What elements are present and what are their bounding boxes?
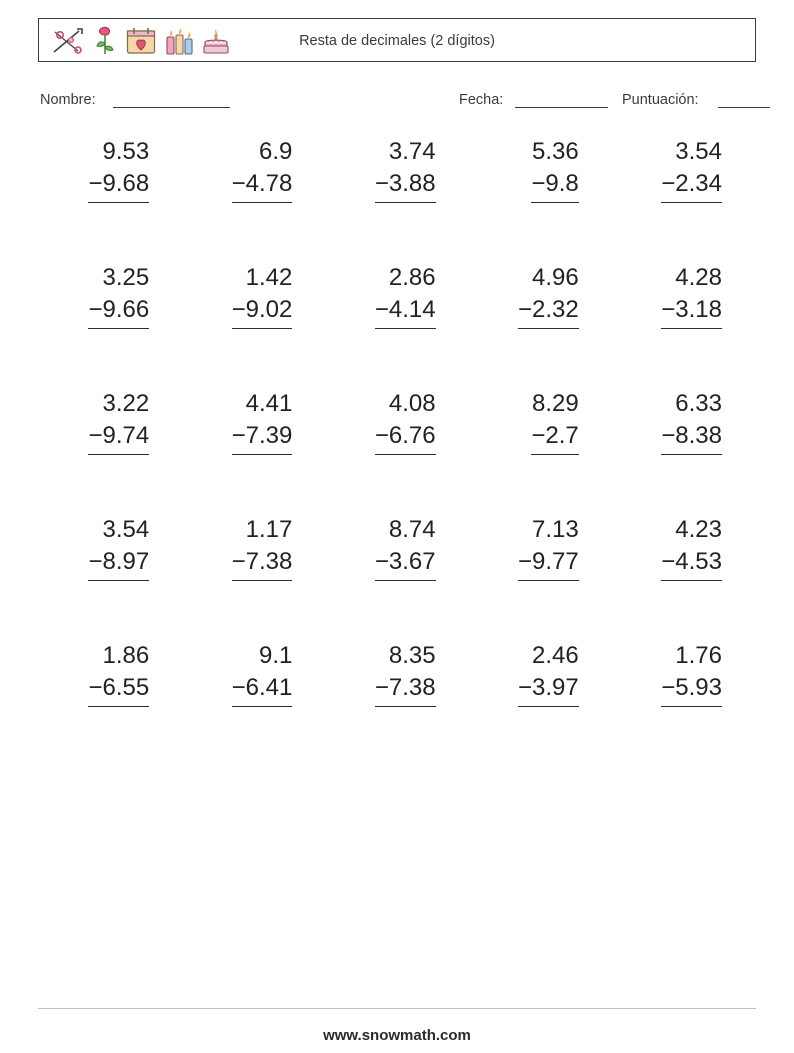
minuend: 5.36 [532,138,579,165]
subtrahend: −3.88 [375,168,436,203]
subtrahend: −9.74 [88,420,149,455]
problem [232,388,293,455]
subtrahend: −8.38 [661,420,722,455]
problem-cell [40,640,183,766]
problem-cell [326,136,469,262]
minuend: 4.08 [388,390,436,417]
subtrahend: −7.38 [232,546,293,581]
subtrahend: −5.93 [661,672,722,707]
problem [661,136,722,203]
problem-row [40,262,756,388]
date-input[interactable] [515,92,608,108]
problem-row [40,514,756,640]
problem-cell [613,136,756,262]
problem [88,514,149,581]
problem [518,640,579,707]
minuend: 4.28 [675,264,722,291]
minuend: 2.46 [532,642,579,669]
problem-cell [326,262,469,388]
subtrahend: −2.32 [518,294,579,329]
subtrahend: −9.02 [232,294,293,329]
problem-cell [183,262,326,388]
minuend: 9.53 [102,138,150,165]
subtrahend: −3.67 [375,546,436,581]
minuend: 3.54 [675,138,722,165]
problem-cell [326,640,469,766]
problem [88,388,149,455]
problem-cell [40,262,183,388]
problem-cell [326,388,469,514]
problem-cell [183,388,326,514]
subtrahend: −9.8 [531,168,578,203]
subtrahend: −4.78 [232,168,293,203]
subtrahend: −9.68 [88,168,149,203]
minuend: 8.74 [388,516,436,543]
subtrahend: −2.34 [661,168,722,203]
problem [661,388,722,455]
minuend: 1.86 [102,642,150,669]
subtrahend: −3.18 [661,294,722,329]
minuend: 1.17 [245,516,293,543]
minuend: 2.86 [388,264,436,291]
problem [661,262,722,329]
subtrahend: −4.53 [661,546,722,581]
subtrahend: −9.66 [88,294,149,329]
minuend: 1.76 [675,642,722,669]
problem-cell [40,136,183,262]
minuend: 8.29 [532,390,579,417]
problem-cell [183,514,326,640]
problem-cell [613,514,756,640]
name-input[interactable] [113,92,230,108]
minuend: 3.54 [102,516,150,543]
problem [232,640,293,707]
problem [232,514,293,581]
minuend: 8.35 [388,642,436,669]
problem [531,388,578,455]
problem-cell [470,640,613,766]
minuend: 3.74 [388,138,436,165]
footer-divider [38,1008,756,1009]
problem [375,136,436,203]
problem-row [40,388,756,514]
problem-cell [470,262,613,388]
subtrahend: −6.55 [88,672,149,707]
minuend: 4.41 [245,390,293,417]
problem [88,262,149,329]
subtrahend: −6.41 [232,672,293,707]
problem-cell [40,388,183,514]
subtrahend: −7.39 [232,420,293,455]
name-label: Nombre: [40,92,96,108]
problem-grid [40,136,756,766]
subtrahend: −6.76 [375,420,436,455]
problem [661,640,722,707]
score-input[interactable] [718,92,770,108]
subtrahend: −4.14 [375,294,436,329]
problem [232,262,293,329]
subtrahend: −9.77 [518,546,579,581]
problem-cell [183,136,326,262]
subtrahend: −8.97 [88,546,149,581]
problem [518,262,579,329]
minuend: 7.13 [532,516,579,543]
minuend: 3.22 [102,390,150,417]
minuend: 3.25 [102,264,150,291]
problem [518,514,579,581]
subtrahend: −2.7 [531,420,578,455]
date-label: Fecha: [459,92,504,108]
problem [661,514,722,581]
problem-row [40,640,756,766]
problem [375,640,436,707]
minuend: 4.23 [675,516,722,543]
footer-site-link[interactable]: www.snowmath.com [323,1027,471,1044]
problem-row [40,136,756,262]
minuend: 9.1 [259,642,293,669]
score-label: Puntuación: [622,92,699,108]
problem-cell [183,640,326,766]
problem [531,136,578,203]
problem-cell [613,388,756,514]
minuend: 1.42 [245,264,293,291]
subtrahend: −7.38 [375,672,436,707]
minuend: 6.33 [675,390,722,417]
problem-cell [470,388,613,514]
meta-row [0,92,794,114]
page-title: Resta de decimales (2 dígitos) [299,33,495,49]
problem-cell [613,262,756,388]
problem-cell [470,136,613,262]
problem [88,136,149,203]
subtrahend: −3.97 [518,672,579,707]
problem-cell [40,514,183,640]
problem [88,640,149,707]
minuend: 6.9 [259,138,293,165]
problem [375,388,436,455]
problem-cell [613,640,756,766]
problem-cell [326,514,469,640]
problem-cell [470,514,613,640]
header-box [38,18,756,62]
minuend: 4.96 [532,264,579,291]
problem [232,136,293,203]
problem [375,262,436,329]
problem [375,514,436,581]
